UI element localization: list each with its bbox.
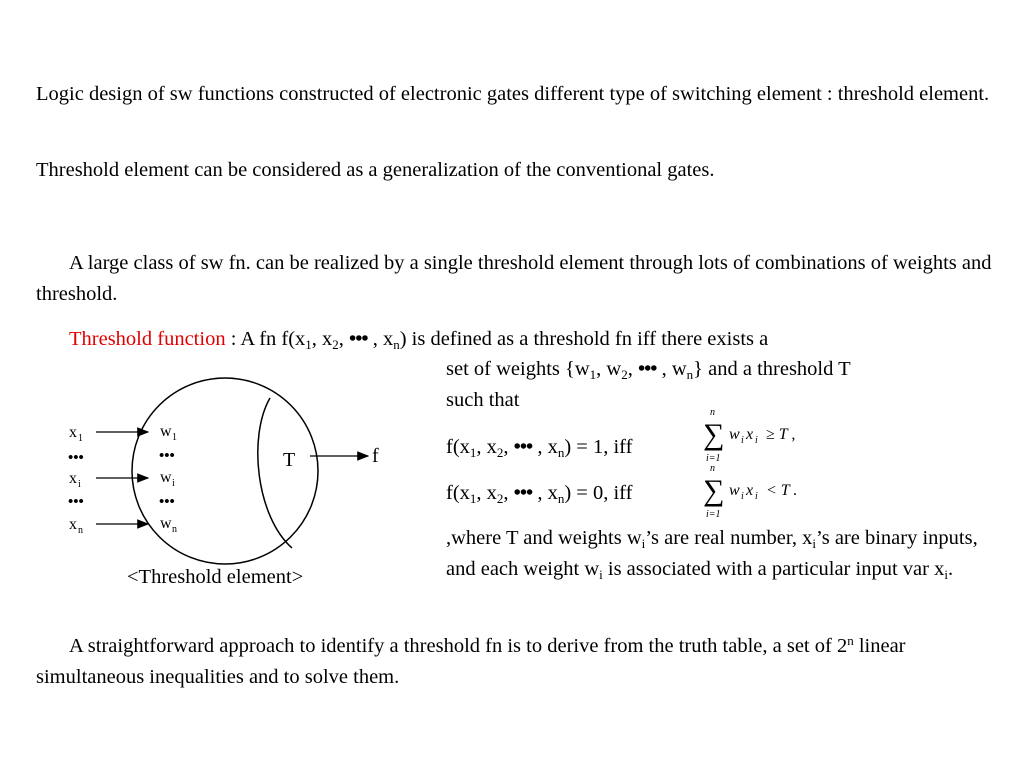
sigma-symbol: ∑ xyxy=(703,474,725,507)
svg-text:i=1: i=1 xyxy=(706,509,721,520)
threshold-element-diagram xyxy=(60,376,400,566)
input-dots-1: ••• xyxy=(68,450,84,466)
svg-text:n: n xyxy=(710,407,715,418)
svg-text:n: n xyxy=(172,524,177,535)
svg-text:n: n xyxy=(710,463,715,474)
weight-label-w1 xyxy=(160,423,177,443)
intro-line-1: Logic design of sw functions constructed of electronic gates different type of switching element : threshold element. xyxy=(36,83,990,105)
intro-line-2: Threshold element can be considered as a generalization of the conventional gates. xyxy=(36,159,715,181)
svg-text:x: x xyxy=(746,426,754,443)
weight-label-wn xyxy=(160,515,177,535)
condition-one: $f(x_1$, $x_2$, ••• , $x_n) = 1$, iff xyxy=(446,436,633,460)
formula-sum-greater-equal xyxy=(700,404,810,466)
svg-text:w: w xyxy=(729,482,740,499)
definition-continued: set of weights {$w_1$, $w_2$, ••• , $w_n$} and a threshold T such that xyxy=(446,358,851,411)
svg-text:x: x xyxy=(69,470,77,487)
svg-text:w: w xyxy=(160,423,172,440)
sigma-symbol: ∑ xyxy=(703,418,725,451)
paragraph-large-class: A large class of sw fn. can be realized by a single threshold element through lots of combinations of weights and threshold. xyxy=(36,252,992,305)
input-label-xn xyxy=(69,516,83,536)
definition-line: Threshold function : A fn $f(x_1$, $x_2$, ••• , $x_n$) is defined as a threshold fn iff there exists a xyxy=(69,328,769,352)
svg-text:i: i xyxy=(172,478,175,489)
svg-text:i: i xyxy=(78,479,81,490)
svg-text:i: i xyxy=(741,435,744,446)
svg-text:n: n xyxy=(78,525,83,536)
svg-text:i: i xyxy=(741,491,744,502)
weight-dots-2: ••• xyxy=(159,494,175,510)
svg-text:1: 1 xyxy=(172,432,177,443)
diagram-caption: <Threshold element> xyxy=(127,566,304,588)
svg-text:w: w xyxy=(160,469,172,486)
input-label-x1 xyxy=(69,424,83,444)
svg-text:x: x xyxy=(69,424,77,441)
threshold-label-T: T xyxy=(283,449,296,471)
svg-text:i=1: i=1 xyxy=(706,453,721,464)
condition-zero: $f(x_1$, $x_2$, ••• , $x_n) = 0$, iff xyxy=(446,482,633,506)
threshold-divider-curve xyxy=(258,398,292,548)
svg-text:< T .: < T . xyxy=(766,482,798,499)
svg-text:x: x xyxy=(69,516,77,533)
input-dots-2: ••• xyxy=(68,494,84,510)
svg-text:i: i xyxy=(755,491,758,502)
svg-text:w: w xyxy=(729,426,740,443)
paragraph-straightforward: A straightforward approach to identify a threshold fn is to derive from the truth table, a set of 2$^n$ linear simultaneous inequalities and to solve them. xyxy=(36,633,906,688)
definition-term: Threshold function xyxy=(69,328,226,350)
weight-dots-1: ••• xyxy=(159,448,175,464)
svg-text:w: w xyxy=(160,515,172,532)
svg-text:1: 1 xyxy=(78,433,83,444)
formula-sum-less xyxy=(700,460,810,522)
output-label-f: f xyxy=(372,445,379,467)
weight-label-wi xyxy=(160,469,175,489)
svg-text:≥ T ,: ≥ T , xyxy=(766,426,796,443)
svg-text:i: i xyxy=(755,435,758,446)
svg-text:x: x xyxy=(746,482,754,499)
input-label-xi xyxy=(69,470,81,490)
where-clause: ,where T and weights $w_i’s$ are real number, $x_i’s$ are binary inputs, and each weight $w_i$ is associated with a particular input var $x_i$. xyxy=(446,527,978,582)
